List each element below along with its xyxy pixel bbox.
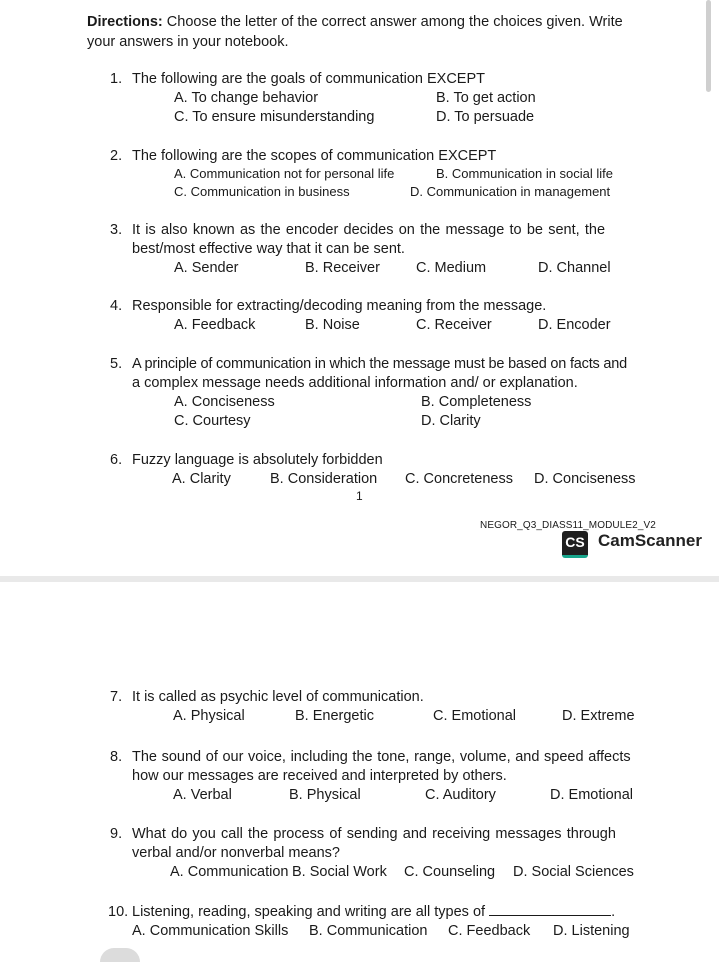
page-edge-shadow — [100, 948, 140, 962]
choice-c: C. Auditory — [425, 787, 496, 803]
choice-d: D. Listening — [553, 923, 630, 939]
question-text-line1: It is also known as the encoder decides on the message to be sent, the — [132, 222, 606, 238]
question-number: 2. — [110, 148, 123, 164]
question-number: 1. — [110, 71, 123, 87]
question-text: Fuzzy language is absolutely forbidden — [132, 452, 383, 468]
question-number: 7. — [110, 689, 123, 705]
choice-c: C. Feedback — [448, 923, 531, 939]
question-text-line1: What do you call the process of sending and receiving messages through — [132, 826, 616, 842]
question-number: 3. — [110, 222, 123, 238]
choice-d: D. To persuade — [436, 109, 535, 125]
question-text-body: Listening, reading, speaking and writing are all types of — [132, 904, 486, 920]
choice-d: D. Emotional — [550, 787, 634, 803]
choice-d: D. Conciseness — [534, 471, 636, 487]
choice-d: D. Clarity — [421, 413, 481, 429]
choice-d: D. Social Sciences — [513, 864, 634, 880]
page-separator — [0, 576, 719, 582]
question-text: It is called as psychic level of communication. — [132, 689, 424, 705]
question-number: 6. — [110, 452, 123, 468]
choice-a: A. Communication Skills — [132, 923, 289, 939]
question-text-line2: best/most effective way that it can be sent. — [132, 241, 405, 257]
choice-c: C. Concreteness — [405, 471, 513, 487]
choice-b: B. Receiver — [305, 260, 380, 276]
choice-d: D. Communication in management — [410, 184, 611, 199]
choice-b: B. Social Work — [292, 864, 387, 880]
choice-a: A. Conciseness — [174, 394, 275, 410]
choice-b: B. Noise — [305, 317, 360, 333]
choice-b: B. Completeness — [421, 394, 532, 410]
choice-a: A. Communication not for personal life — [174, 166, 395, 181]
question-text — [132, 903, 615, 921]
question-number: 9. — [110, 826, 123, 842]
scrollbar[interactable] — [706, 0, 711, 92]
choice-a: A. Feedback — [174, 317, 256, 333]
choice-a: A. Communication — [170, 864, 289, 880]
choice-b: B. Consideration — [270, 471, 378, 487]
choice-b: B. Communication — [309, 923, 428, 939]
question-text-line2: verbal and/or nonverbal means? — [132, 845, 340, 861]
choice-a: A. To change behavior — [174, 90, 319, 106]
directions — [87, 12, 647, 52]
question-text: The following are the goals of communication EXCEPT — [132, 71, 486, 87]
choice-c: C. Receiver — [416, 317, 492, 333]
choice-c: C. Communication in business — [174, 184, 350, 199]
choice-a: A. Clarity — [172, 471, 231, 487]
choice-c: C. Courtesy — [174, 413, 251, 429]
document-code: NEGOR_Q3_DIASS11_MODULE2_V2 — [480, 520, 656, 531]
choice-c: C. Emotional — [433, 708, 517, 724]
question-text: Responsible for extracting/decoding meaning from the message. — [132, 298, 547, 314]
question-text-line2: a complex message needs additional information and/ or explanation. — [132, 375, 578, 391]
directions-label: Directions: — [87, 14, 163, 30]
choice-b: B. To get action — [436, 90, 536, 106]
question-number: 5. — [110, 356, 123, 372]
choice-c: C. Medium — [416, 260, 487, 276]
question-text: The following are the scopes of communication EXCEPT — [132, 148, 497, 164]
choice-c: C. To ensure misunderstanding — [174, 109, 375, 125]
question-text-line1: A principle of communication in which the message must be based on facts and — [132, 356, 627, 372]
choice-a: A. Verbal — [173, 787, 232, 803]
question-number: 4. — [110, 298, 123, 314]
choice-b: B. Energetic — [295, 708, 374, 724]
question-number: 10. — [108, 904, 129, 920]
question-number: 8. — [110, 749, 123, 765]
choice-d: D. Encoder — [538, 317, 611, 333]
choice-c: C. Counseling — [404, 864, 496, 880]
directions-text: Choose the letter of the correct answer among the choices given. Write your answers in your notebook. — [87, 14, 623, 50]
choice-b: B. Physical — [289, 787, 361, 803]
choice-d: D. Extreme — [562, 708, 635, 724]
choice-d: D. Channel — [538, 260, 611, 276]
choice-a: A. Physical — [173, 708, 245, 724]
answer-blank — [489, 903, 611, 916]
camscanner-logo-icon: CS — [562, 531, 588, 558]
choice-b: B. Communication in social life — [436, 166, 614, 181]
question-text-line1: The sound of our voice, including the tone, range, volume, and speed affects — [132, 749, 631, 765]
page-number: 1 — [356, 489, 363, 503]
choice-a: A. Sender — [174, 260, 239, 276]
camscanner-name: CamScanner — [598, 531, 702, 550]
question-text-end: . — [611, 904, 616, 920]
question-text-line2: how our messages are received and interpreted by others. — [132, 768, 507, 784]
